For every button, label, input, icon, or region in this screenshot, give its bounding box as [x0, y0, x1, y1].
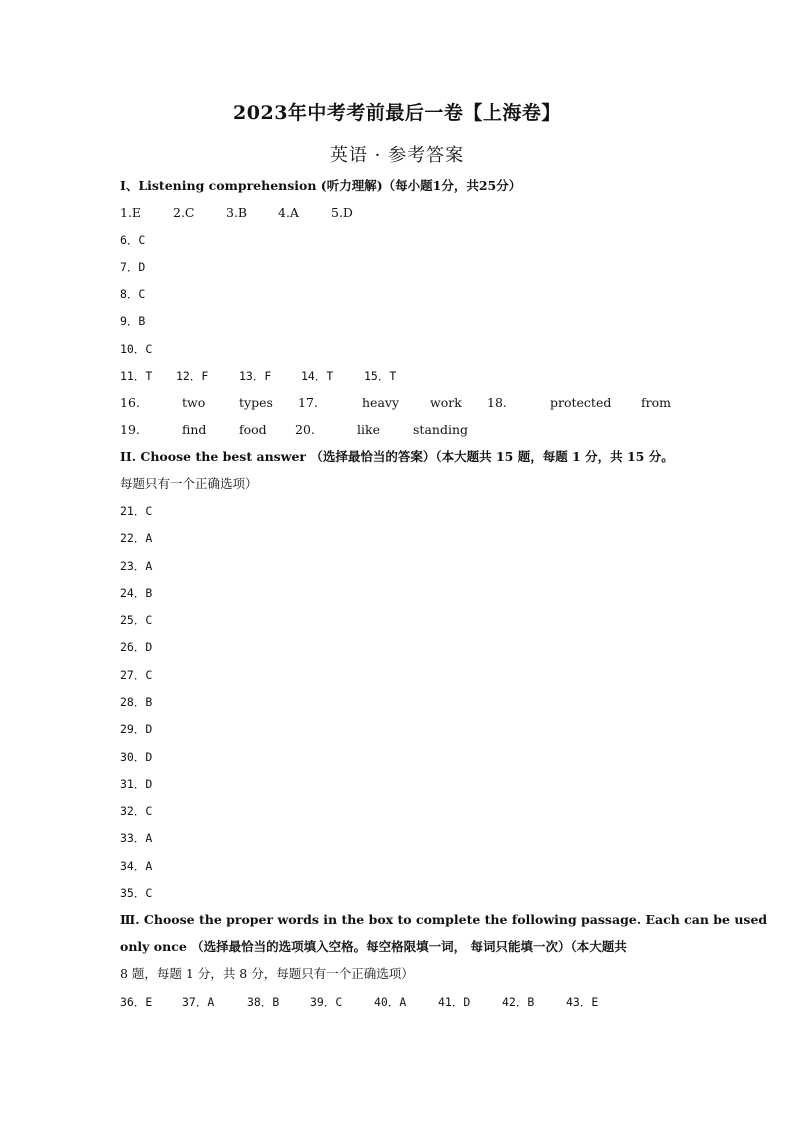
answer-30: 30．D [120, 750, 153, 764]
answer-43: 43．E [566, 995, 599, 1009]
answer-20-word2: standing [413, 422, 468, 437]
answer-18-number: 18. [487, 395, 507, 410]
answer-20-word1: like [357, 422, 380, 437]
answer-13: 13．F [239, 369, 272, 383]
answer-5: 5.D [331, 205, 353, 220]
answer-19-word2: food [239, 422, 267, 437]
answer-18-word1: protected [550, 395, 612, 410]
answer-18-word2: from [641, 395, 671, 410]
answer-7: 7．D [120, 260, 146, 274]
answer-41: 41．D [438, 995, 471, 1009]
answer-14: 14．T [301, 369, 334, 383]
answer-22: 22．A [120, 531, 153, 545]
answer-28: 28．B [120, 695, 153, 709]
page-title: 2023年中考考前最后一卷【上海卷】 [233, 102, 561, 124]
section3-heading-line3: 8 题，每题 1 分，共 8 分，每题只有一个正确选项） [120, 966, 414, 981]
answer-17-word2: work [430, 395, 462, 410]
answer-23: 23．A [120, 559, 153, 573]
answer-1: 1.E [120, 205, 142, 220]
answer-11: 11．T [120, 369, 153, 383]
answer-16-word2: types [239, 395, 273, 410]
answer-16-word1: two [182, 395, 206, 410]
answer-4: 4.A [278, 205, 299, 220]
answer-42: 42．B [502, 995, 535, 1009]
answer-29: 29．D [120, 722, 153, 736]
answer-2: 2.C [173, 205, 195, 220]
answer-31: 31．D [120, 777, 153, 791]
answer-19-number: 19. [120, 422, 140, 437]
answer-17-word1: heavy [362, 395, 400, 410]
answer-21: 21．C [120, 504, 153, 518]
answer-19-word1: find [182, 422, 207, 437]
answer-25: 25．C [120, 613, 153, 627]
answer-32: 32．C [120, 804, 153, 818]
section3-heading-line2: only once （选择最恰当的选项填入空格。每空格限填一词， 每词只能填一次）（本大题共 [120, 939, 627, 954]
answer-15: 15．T [364, 369, 397, 383]
answer-34: 34．A [120, 859, 153, 873]
page-subtitle: 英语 · 参考答案 [329, 145, 465, 166]
section3-heading-line1: Ⅲ. Choose the proper words in the box to complete the following passage. Each can be used [120, 912, 768, 927]
answer-17-number: 17. [298, 395, 318, 410]
answer-26: 26．D [120, 640, 153, 654]
answer-33: 33．A [120, 831, 153, 845]
answer-20-number: 20. [295, 422, 315, 437]
answer-40: 40．A [374, 995, 407, 1009]
answer-10: 10．C [120, 342, 153, 356]
answer-37: 37．A [182, 995, 215, 1009]
section2-heading-line1: II. Choose the best answer （选择最恰当的答案）（本大题共 15 题，每题 1 分，共 15 分。 [120, 449, 674, 464]
answer-36: 36．E [120, 995, 153, 1009]
answer-27: 27．C [120, 668, 153, 682]
answer-39: 39．C [310, 995, 343, 1009]
answer-8: 8．C [120, 287, 146, 301]
answer-24: 24．B [120, 586, 153, 600]
answer-16-number: 16. [120, 395, 140, 410]
section2-heading-line2: 每题只有一个正确选项） [120, 476, 258, 491]
answer-3: 3.B [226, 205, 248, 220]
answer-38: 38．B [247, 995, 280, 1009]
answer-12: 12．F [176, 369, 209, 383]
answer-6: 6．C [120, 233, 146, 247]
section1-heading: I、Listening comprehension (听力理解)（每小题1分，共25分） [120, 178, 522, 193]
answer-35: 35．C [120, 886, 153, 900]
answer-9: 9．B [120, 314, 146, 328]
